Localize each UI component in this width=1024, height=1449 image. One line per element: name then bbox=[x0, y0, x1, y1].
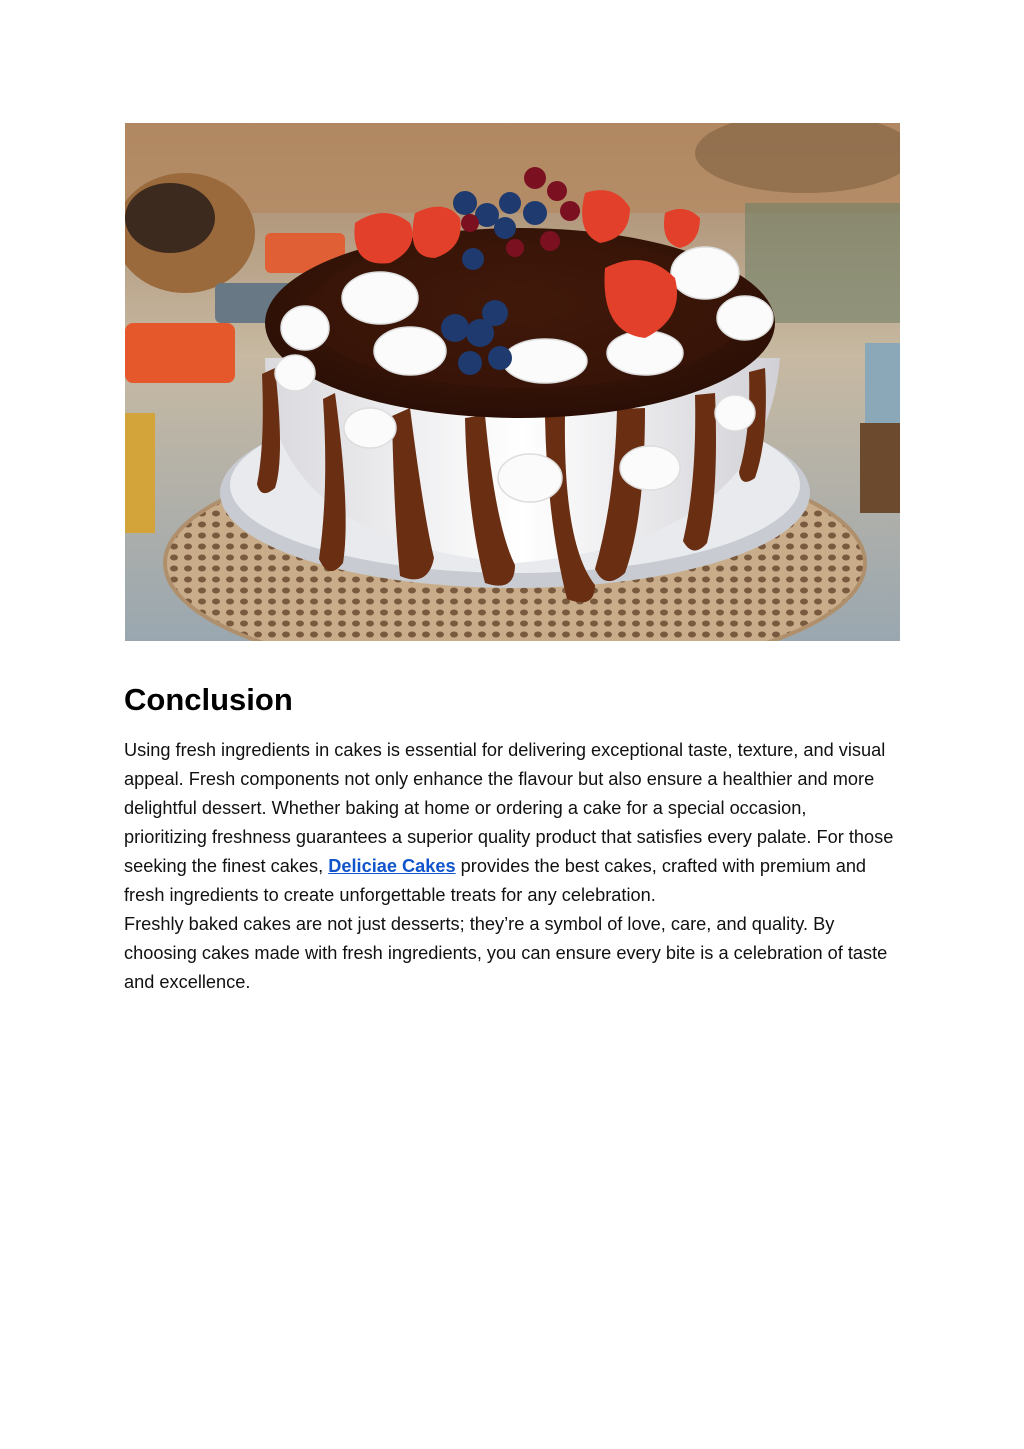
paragraph-1 bbox=[124, 736, 894, 910]
paragraph-2: Freshly baked cakes are not just desserts; they’re a symbol of love, care, and quality. By choosing cakes made with fresh ingredients, you can ensure every bite is a celebration of taste and excellence. bbox=[124, 914, 888, 992]
cake-illustration bbox=[125, 123, 900, 641]
paragraph-1-text-before-link: Using fresh ingredients in cakes is essential for delivering exceptional taste, texture, and visual appeal. Fresh components not only enhance the flavour but also ensure a healthier and more delightful dessert. Whether baking at home or ordering a cake for a special occasion, prioritizing freshness guarantees a superior quality product that satisfies every palate. For those seeking the finest cakes, bbox=[124, 740, 894, 876]
cake-photo bbox=[125, 123, 900, 641]
section-heading: Conclusion bbox=[124, 682, 293, 717]
conclusion-text bbox=[124, 736, 894, 997]
deliciae-cakes-link[interactable]: Deliciae Cakes bbox=[328, 856, 456, 876]
paragraph-1-text-after-link: provides the best cakes, crafted with premium and fresh ingredients to create unforgettable treats for any celebration. bbox=[124, 856, 867, 905]
